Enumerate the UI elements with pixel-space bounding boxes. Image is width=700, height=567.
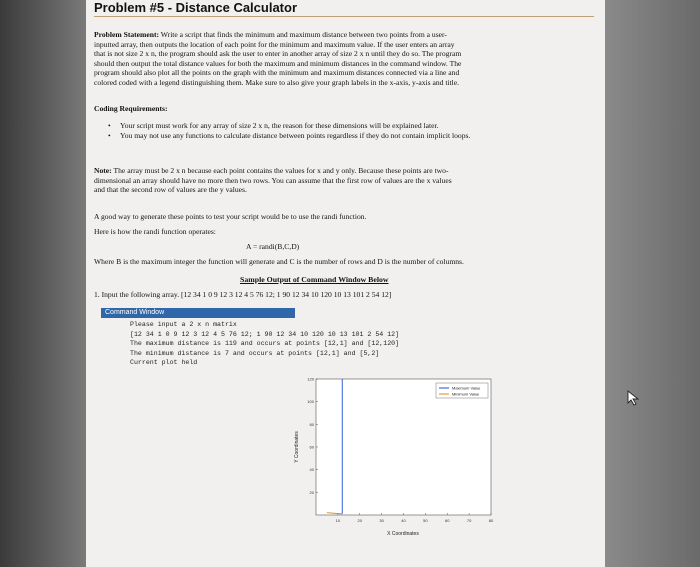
y-tick-label: 20 bbox=[309, 489, 314, 495]
y-tick-label: 100 bbox=[307, 399, 314, 405]
command-window-output bbox=[130, 320, 600, 368]
requirement-item: • You may not use any functions to calculate distance between points regardless if they do not contain implicit loops. bbox=[108, 131, 568, 141]
command-line: The maximum distance is 119 and occurs at points [12,1] and [12,120] bbox=[130, 340, 400, 348]
randi-where: Where B is the maximum integer the function will generate and C is the number of rows and D is the number of columns. bbox=[94, 257, 464, 266]
x-tick-label: 80 bbox=[488, 518, 494, 523]
command-line: Current plot held bbox=[130, 359, 198, 367]
statement-line: inputted array, then outputs the location of each point for the minimum and maximum value. If the user enters an array bbox=[94, 39, 455, 49]
requirement-item: • Your script must work for any array of size 2 x n, the reason for these dimensions will be explained later. bbox=[108, 121, 568, 131]
page-title: Problem #5 - Distance Calculator bbox=[94, 0, 298, 15]
y-tick-label: 40 bbox=[309, 467, 314, 473]
randi-intro: A good way to generate these points to test your script would be to use the randi function. bbox=[94, 212, 367, 221]
problem-statement bbox=[94, 30, 574, 88]
x-tick-label: 30 bbox=[379, 518, 384, 523]
command-line: The minimum distance is 7 and occurs at points [12,1] and [5,2] bbox=[130, 349, 380, 357]
chart-legend bbox=[436, 383, 488, 398]
command-window-titlebar: Command Window bbox=[101, 308, 295, 318]
note-line: The array must be 2 x n because each point contains the values for x and y only. Because these points are two- bbox=[113, 166, 449, 175]
y-tick-label: 80 bbox=[309, 421, 314, 427]
x-tick-label: 60 bbox=[445, 518, 450, 523]
statement-line: colored coded with a legend distinguishing them. Make sure to also give your graph labels in the x-axis, y-axis and title. bbox=[94, 77, 460, 87]
x-tick-label: 50 bbox=[423, 518, 428, 523]
y-axis-label: Y Coordinates bbox=[294, 431, 300, 463]
mouse-cursor-icon bbox=[627, 390, 641, 406]
x-tick-label: 40 bbox=[401, 518, 406, 523]
y-tick-label: 60 bbox=[309, 444, 314, 450]
note-paragraph bbox=[94, 166, 574, 195]
x-tick-label: 20 bbox=[357, 518, 362, 523]
statement-line: should then output the total distance values for both the maximum and minimum distances in the command window. The bbox=[94, 58, 462, 68]
x-tick-label: 70 bbox=[466, 518, 472, 523]
note-line: and that the second row of values are the y values. bbox=[94, 185, 247, 195]
sample-output-heading: Sample Output of Command Window Below bbox=[240, 275, 389, 284]
title-divider bbox=[94, 16, 594, 17]
sample-input-line: 1. Input the following array. [12 34 1 0 9 12 3 12 4 5 76 12; 1 90 12 34 10 120 10 13 101 2 54 12] bbox=[94, 290, 392, 299]
coding-heading bbox=[94, 104, 574, 114]
command-line: Please input a 2 x n matrix bbox=[130, 321, 237, 328]
problem-statement-label: Problem Statement: bbox=[94, 30, 160, 39]
statement-line: Write a script that finds the minimum and maximum distance between two points from a user- bbox=[160, 30, 447, 39]
note-label: Note: bbox=[94, 166, 112, 175]
x-axis-label: X Coordinates bbox=[387, 531, 419, 537]
statement-line: that is not size 2 x n, the program should ask the user to enter in another array of size 2 x n until they do so. The program bbox=[94, 49, 462, 59]
document-page bbox=[86, 0, 605, 567]
coding-requirements-list bbox=[108, 121, 568, 140]
distance-chart bbox=[286, 371, 501, 541]
note-line: dimensional an array should have no more then two rows. You can assume that the first row of values are the x values bbox=[94, 175, 452, 185]
legend-label: Minimum Value bbox=[452, 391, 480, 397]
randi-operates: Here is how the randi function operates: bbox=[94, 227, 216, 236]
coding-heading-text: Coding Requirements: bbox=[94, 104, 168, 113]
statement-line: program should also plot all the points on the graph with the minimum and maximum distances connected via a line and bbox=[94, 68, 460, 78]
legend-label: Maximum Value bbox=[452, 385, 481, 391]
command-line: [12 34 1 0 9 12 3 12 4 5 76 12; 1 90 12 34 10 120 10 13 101 2 54 12] bbox=[130, 330, 400, 338]
desk-background-left bbox=[0, 0, 86, 567]
randi-equation: A = randi(B,C,D) bbox=[246, 242, 300, 251]
y-tick-label: 120 bbox=[307, 376, 314, 382]
desk-background-right bbox=[605, 0, 700, 567]
x-tick-label: 10 bbox=[335, 518, 341, 523]
